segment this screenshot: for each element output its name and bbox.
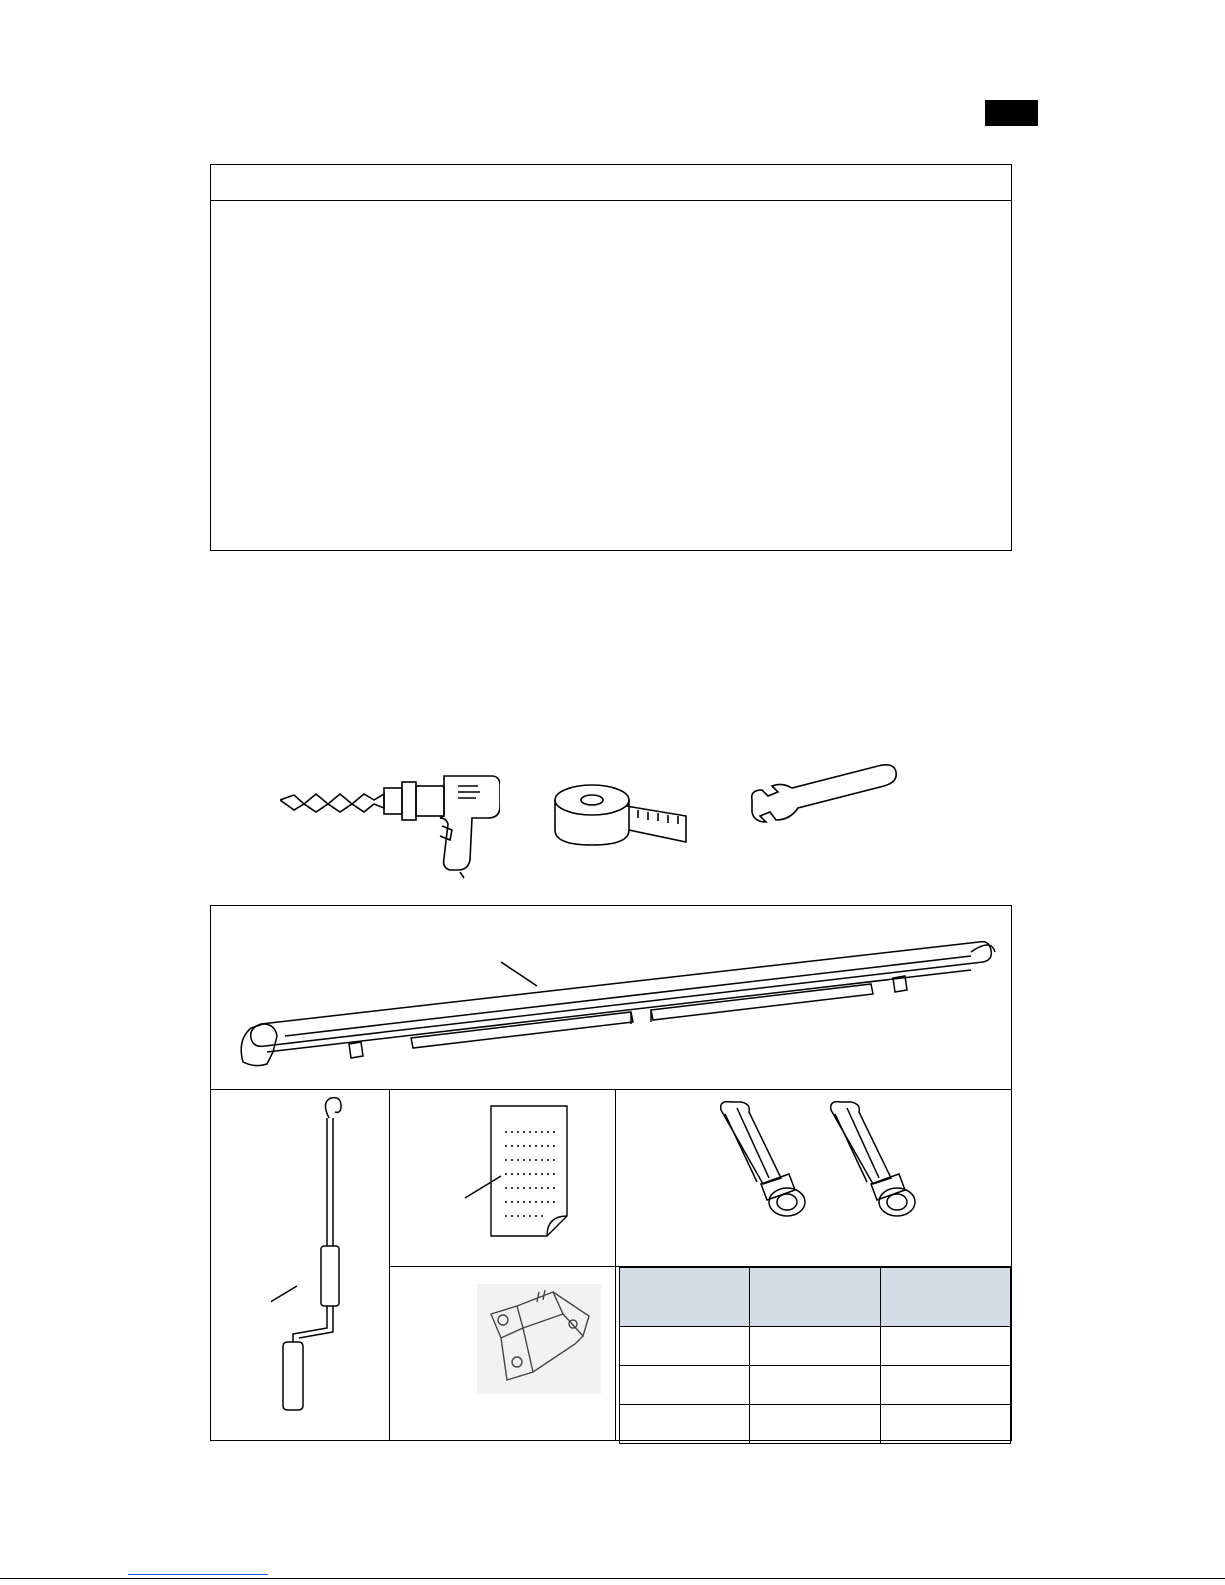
table-cell: [750, 1405, 880, 1444]
footer-rule: [0, 1578, 1225, 1579]
table-cell: [750, 1327, 880, 1366]
awning-cassette-icon: [231, 912, 1001, 1084]
table-cell: [880, 1405, 1010, 1444]
table-header-cell: [620, 1268, 750, 1327]
measuring-tape-icon: [552, 782, 692, 852]
table-header-cell: [750, 1268, 880, 1327]
language-tab: [985, 100, 1038, 126]
table-header-cell: [880, 1268, 1010, 1327]
table-cell: [620, 1405, 750, 1444]
expansion-bolt-icon: [711, 1098, 971, 1228]
table-cell: [620, 1366, 750, 1405]
footer-link[interactable]: [128, 1574, 268, 1575]
table-cell: [620, 1327, 750, 1366]
grid-divider: [389, 1089, 390, 1440]
package-contents: [210, 905, 1012, 1441]
electric-drill-icon: [280, 772, 500, 882]
table-row: [620, 1366, 1011, 1405]
crank-handle-icon: [271, 1096, 371, 1426]
grid-divider: [615, 1089, 616, 1440]
grid-divider: [211, 1089, 1011, 1090]
table-cell: [880, 1366, 1010, 1405]
table-row: [620, 1327, 1011, 1366]
notice-box: [210, 164, 1012, 551]
required-tools: [270, 760, 910, 880]
instruction-sheet-icon: [451, 1102, 581, 1242]
open-wrench-icon: [748, 764, 898, 834]
table-row: [620, 1405, 1011, 1444]
spec-table: [619, 1267, 1011, 1444]
table-cell: [880, 1327, 1010, 1366]
mounting-bracket-icon: [477, 1284, 601, 1394]
notice-box-header: [211, 165, 1011, 201]
table-header-row: [620, 1268, 1011, 1327]
table-cell: [750, 1366, 880, 1405]
